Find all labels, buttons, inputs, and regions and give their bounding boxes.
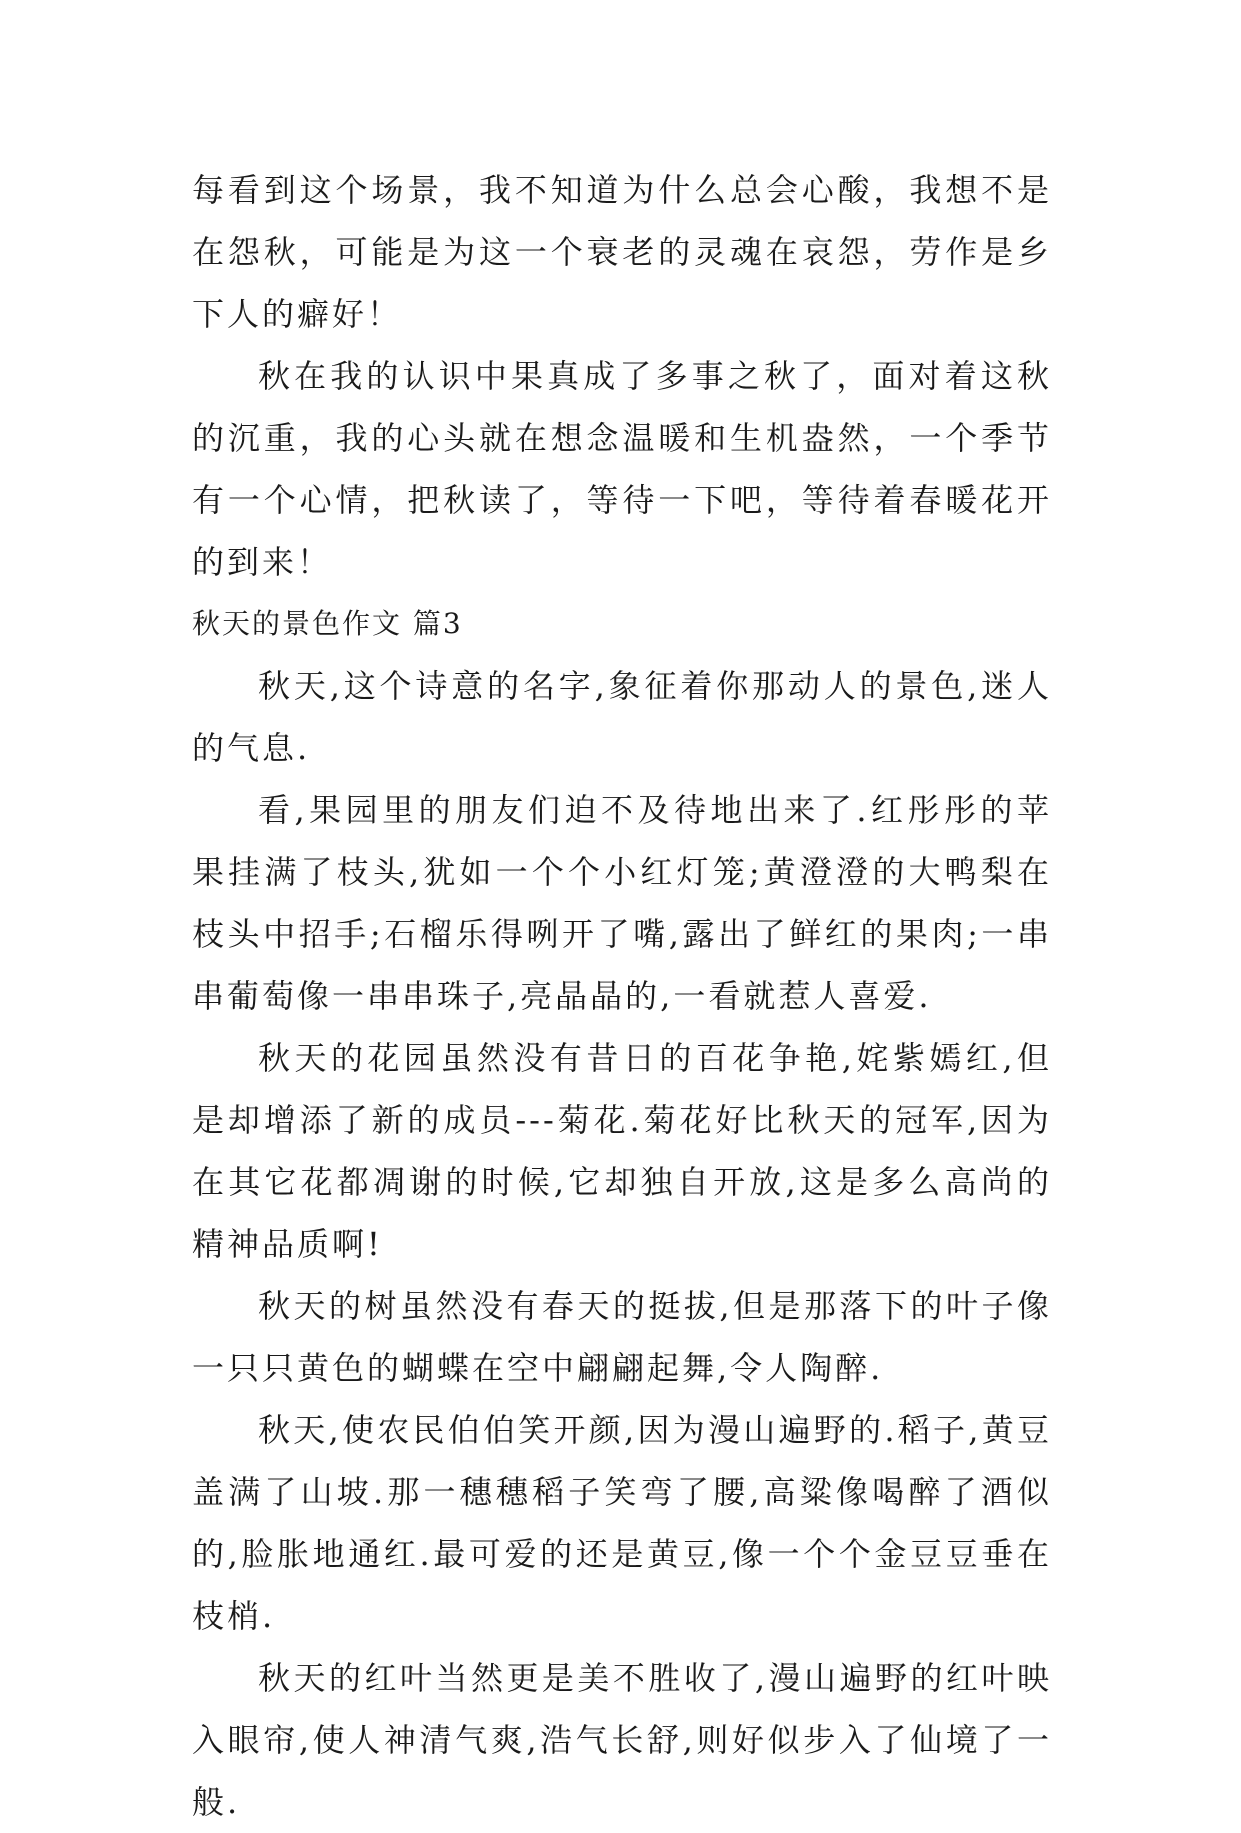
paragraph-garden: 秋天的花园虽然没有昔日的百花争艳,姹紫嫣红,但是却增添了新的成员---菊花.菊花好比秋天的冠军,因为在其它花都凋谢的时候,它却独自开放,这是多么高尚的精神品质啊! <box>192 1039 1052 1263</box>
paragraph-trees: 秋天的树虽然没有春天的挺拔,但是那落下的叶子像一只只黄色的蝴蝶在空中翩翩起舞,令人陶醉. <box>192 1287 1052 1387</box>
paragraph-heartache: 每看到这个场景，我不知道为什么总会心酸，我想不是在怨秋，可能是为这一个衰老的灵魂在哀怨，劳作是乡下人的癖好！ <box>192 171 1052 333</box>
section-heading: 秋天的景色作文 篇3 <box>192 607 463 640</box>
document-body <box>192 159 1052 1833</box>
paragraph-eventful-autumn: 秋在我的认识中果真成了多事之秋了，面对着这秋的沉重，我的心头就在想念温暖和生机盎然，一个季节有一个心情，把秋读了，等待一下吧，等待着春暖花开的到来！ <box>192 357 1052 581</box>
paragraph-poetic-name: 秋天,这个诗意的名字,象征着你那动人的景色,迷人的气息. <box>192 667 1052 767</box>
paragraph-red-leaves: 秋天的红叶当然更是美不胜收了,漫山遍野的红叶映入眼帘,使人神清气爽,浩气长舒,则好似步入了仙境了一般. <box>192 1659 1052 1821</box>
paragraph-orchard: 看,果园里的朋友们迫不及待地出来了.红彤彤的苹果挂满了枝头,犹如一个个小红灯笼;黄澄澄的大鸭梨在枝头中招手;石榴乐得咧开了嘴,露出了鲜红的果肉;一串串葡萄像一串串珠子,亮晶晶的,一看就惹人喜爱. <box>192 791 1052 1015</box>
paragraph-harvest: 秋天,使农民伯伯笑开颜,因为漫山遍野的.稻子,黄豆盖满了山坡.那一穗穗稻子笑弯了腰,高粱像喝醉了酒似的,脸胀地通红.最可爱的还是黄豆,像一个个金豆豆垂在枝梢. <box>192 1411 1052 1635</box>
